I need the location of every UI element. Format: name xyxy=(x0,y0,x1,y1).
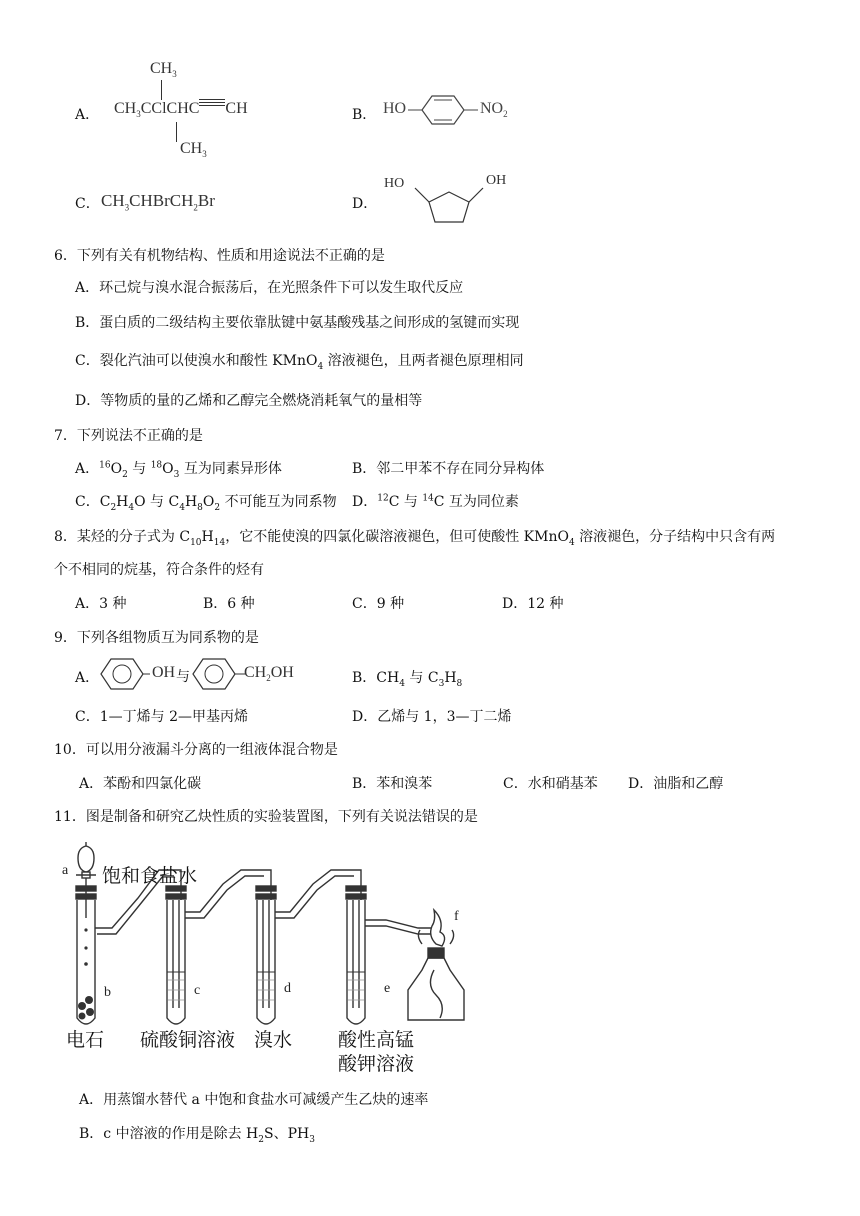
q8-stem-line1: 8．某烃的分子式为 $C_{10}H_{14}$，它不能使溴的四氯化碳溶液褪色，但可使酸性 KMnO$_4$ 溶液褪色，分子结构中只含有两 xyxy=(54,529,776,548)
q5-option-b-label: B． xyxy=(352,107,377,123)
q8-option-a: A．3 种 xyxy=(75,596,127,612)
q7-option-a: A．$^{16}O_2$ 与 $^{18}O_3$ 互为同素异形体 xyxy=(75,460,282,480)
q9-a-yu: 与 xyxy=(176,669,190,685)
q7-stem: 7．下列说法不正确的是 xyxy=(54,428,203,444)
q9-option-d: D．乙烯与 1，3—丁二烯 xyxy=(352,709,512,725)
acetylene-apparatus-diagram xyxy=(56,840,496,1075)
q10-option-c: C．水和硝基苯 xyxy=(503,776,598,792)
q9-a-oh: OH xyxy=(152,664,176,681)
q5-a-top-ch3: $CH_3$ xyxy=(150,60,177,80)
q9-a-ch2oh: $CH_2OH$ xyxy=(244,664,294,684)
fig-tube2-label: 硫酸铜溶液 xyxy=(140,1030,236,1051)
q6-stem: 6．下列有关有机物结构、性质和用途说法不正确的是 xyxy=(54,248,385,264)
fig-label-e: e xyxy=(384,981,391,996)
q9-option-b: B．$CH_4$ 与 $C_3H_8$ xyxy=(352,670,463,689)
fig-funnel-label: 饱和食盐水 xyxy=(102,866,198,887)
fig-label-a: a xyxy=(62,863,69,878)
cyclopentane-ring-icon xyxy=(405,180,495,230)
q7-option-d: D．$^{12}$C 与 $^{14}$C 互为同位素 xyxy=(352,493,519,510)
q9-stem: 9．下列各组物质互为同系物的是 xyxy=(54,630,259,646)
q5-d-oh-left: HO xyxy=(384,176,405,191)
q10-stem: 10．可以用分液漏斗分离的一组液体混合物是 xyxy=(54,742,338,758)
q5-option-d-label: D． xyxy=(352,196,378,212)
q5-a-top-bond xyxy=(161,80,162,100)
q11-stem: 11．图是制备和研究乙炔性质的实验装置图，下列有关说法错误的是 xyxy=(54,809,478,825)
q7-option-c: C．$C_2H_4O$ 与 $C_4H_8O_2$ 不可能互为同系物 xyxy=(75,494,337,513)
q6-option-d: D．等物质的量的乙烯和乙醇完全燃烧消耗氧气的量相等 xyxy=(75,393,423,409)
q6-option-c: C．裂化汽油可以使溴水和酸性 KMnO$_4$ 溶液褪色，且两者褪色原理相同 xyxy=(75,353,524,372)
fig-tube4-label-2: 酸钾溶液 xyxy=(338,1054,415,1075)
q8-option-d: D．12 种 xyxy=(502,596,564,612)
q9-option-a-label: A． xyxy=(75,670,100,686)
phenyl-ring-icon xyxy=(98,655,150,693)
q6-option-a: A．环己烷与溴水混合振荡后，在光照条件下可以发生取代反应 xyxy=(75,280,464,296)
fig-tube3-label: 溴水 xyxy=(254,1030,293,1051)
q5-option-a-label: A． xyxy=(75,107,100,123)
fig-label-b: b xyxy=(104,985,111,1000)
q10-option-d: D．油脂和乙醇 xyxy=(628,776,724,792)
triple-bond-icon xyxy=(199,97,225,108)
fig-tube4-label-1: 酸性高锰 xyxy=(338,1030,415,1051)
q5-d-oh-right: OH xyxy=(486,173,507,188)
q6-option-b: B．蛋白质的二级结构主要依靠肽键中氨基酸残基之间形成的氢键而实现 xyxy=(75,315,520,331)
q7-option-b: B．邻二甲苯不存在同分异构体 xyxy=(352,461,545,477)
q5-b-ho: HO xyxy=(383,100,407,117)
q5-a-main-chain: $CH_3CClCHC$ CH xyxy=(114,100,248,119)
q8-stem-line2: 个不相同的烷基，符合条件的烃有 xyxy=(54,562,264,578)
fig-label-f: f xyxy=(454,909,459,924)
q5-b-no2: $NO_2$ xyxy=(480,100,508,120)
q11-option-b: B．c 中溶液的作用是除去 $H_2S$、$PH_3$ xyxy=(79,1126,315,1145)
fig-tube1-label: 电石 xyxy=(66,1030,105,1051)
q5-structure-c: $CH_3CHBrCH_2Br$ xyxy=(101,191,215,213)
q9-option-c: C．1—丁烯与 2—甲基丙烯 xyxy=(75,709,248,725)
q5-a-bottom-ch3: $CH_3$ xyxy=(180,140,207,160)
q11-option-a: A．用蒸馏水替代 a 中饱和食盐水可减缓产生乙炔的速率 xyxy=(79,1092,429,1108)
q8-option-c: C．9 种 xyxy=(352,596,405,612)
fig-label-d: d xyxy=(284,981,291,996)
fig-label-c: c xyxy=(194,983,201,998)
q5-a-bottom-bond xyxy=(176,122,177,142)
q10-option-a: A．苯酚和四氯化碳 xyxy=(79,776,202,792)
phenyl-ring-icon xyxy=(190,655,246,693)
q10-option-b: B．苯和溴苯 xyxy=(352,776,433,792)
q8-option-b: B．6 种 xyxy=(203,596,255,612)
q5-option-c-label: C． xyxy=(75,196,100,212)
